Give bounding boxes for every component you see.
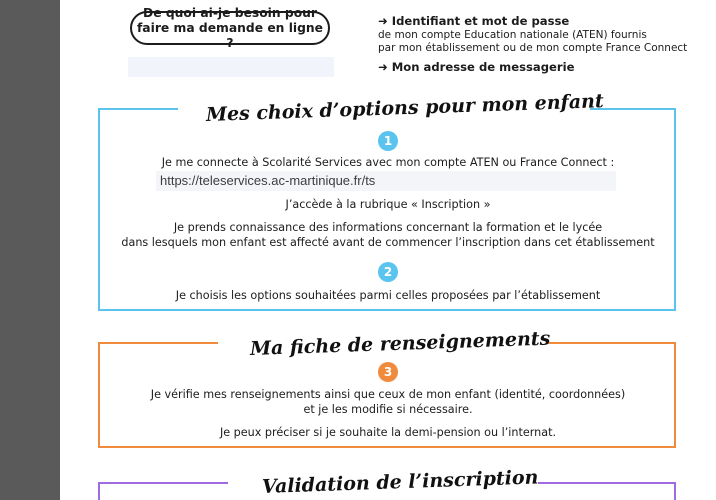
need-email-title: ➜ Mon adresse de messagerie: [378, 60, 575, 74]
section-options-title: Mes choix d’options pour mon enfant: [205, 90, 605, 126]
step-1-line-1: Je me connecte à Scolarité Services avec mon compte ATEN ou France Connect :: [161, 156, 615, 169]
step-1-after-1: J’accède à la rubrique « Inscription »: [285, 198, 491, 211]
step-3-badge: 3: [378, 362, 398, 382]
step-1-badge: 1: [378, 131, 398, 151]
question-text: De quoi ai-je besoin pour faire ma demande en ligne ?: [136, 5, 324, 50]
need-credentials-line-2: par mon établissement ou de mon compte France Connect: [378, 42, 688, 54]
step-1-after-3: dans lesquels mon enfant est affecté avant de commencer l’inscription dans cet établissement: [121, 236, 655, 249]
document-page: [60, 0, 716, 500]
scolarite-services-url[interactable]: https://teleservices.ac-martinique.fr/ts: [156, 171, 616, 191]
section-validation-title: Validation de l’inscription: [261, 466, 539, 498]
need-credentials-line-1: de mon compte Education nationale (ATEN) fournis: [378, 29, 647, 41]
section-info-title: Ma fiche de renseignements: [249, 327, 551, 360]
step-3-line-2: et je les modifie si nécessaire.: [303, 403, 473, 416]
question-pill: [130, 5, 330, 50]
pill-shadow: [128, 57, 334, 77]
step-2-badge: 2: [378, 262, 398, 282]
step-3-line-3: Je peux préciser si je souhaite la demi-pension ou l’internat.: [219, 426, 557, 439]
step-2-line-1: Je choisis les options souhaitées parmi celles proposées par l’établissement: [175, 289, 601, 302]
step-1-after-2: Je prends connaissance des informations concernant la formation et le lycée: [173, 221, 603, 234]
need-credentials-title: ➜ Identifiant et mot de passe: [378, 14, 570, 28]
step-3-line-1: Je vérifie mes renseignements ainsi que ceux de mon enfant (identité, coordonnées): [150, 388, 626, 401]
